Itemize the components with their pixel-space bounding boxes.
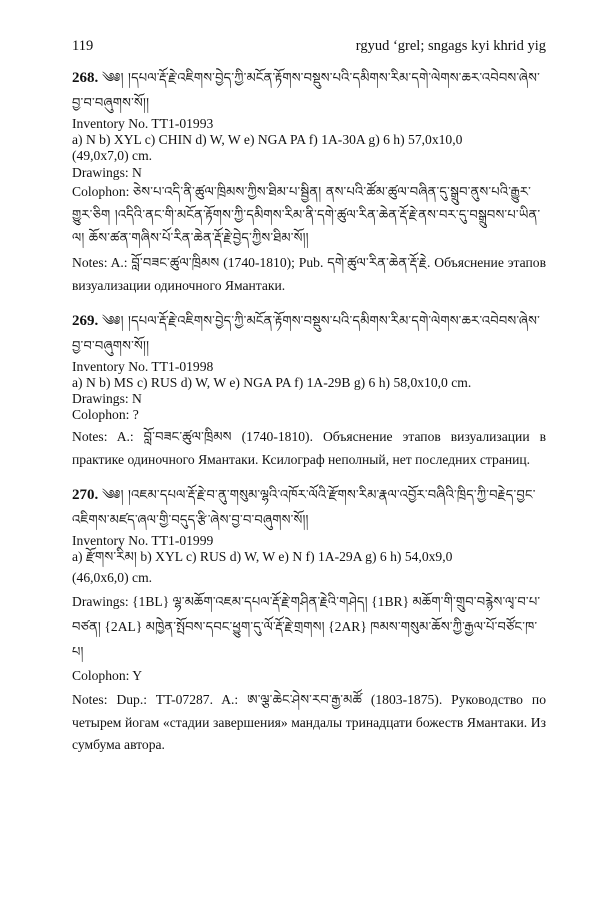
field-a-label: a) bbox=[72, 548, 86, 564]
drawing-tag-1br: {1BR} bbox=[371, 594, 410, 610]
notes-prefix: Notes: A.: bbox=[72, 254, 132, 270]
entry-number: 270. bbox=[72, 486, 99, 503]
colophon-line: Colophon: Y bbox=[72, 668, 143, 684]
page-number: 119 bbox=[72, 38, 94, 54]
notes-description: . Объяснение этапов визуализации одиночного Ямантаки. bbox=[72, 254, 546, 293]
entry-fields: a) N b) XYL c) CHIN d) W, W e) NGA PA f) 1A-30A g) 6 h) 57,0x10,0 bbox=[72, 132, 463, 148]
inventory-number: Inventory No. TT1-01998 bbox=[72, 358, 214, 374]
notes-dates: (1740-1810); Pub. bbox=[219, 254, 328, 270]
entry-title-tibetan: ༄༅། །དཔལ་རྡོ་རྗེ་འཇིགས་བྱེད་ཀྱི་མངོན་རྟོགས་བསྡུས་པའི་དམིགས་རིམ་དགེ་ལེགས་ཆར་འབེབས་ཞེས་བྱ་བ་བཞུགས་སོ།། bbox=[72, 313, 541, 354]
colophon-line bbox=[72, 181, 546, 250]
notes-description: (1803-1875). Руководство по четырем йогам «стадии завершения» мандалы тринадцати божеств Ямантаки. Из сумбума автора. bbox=[72, 692, 546, 753]
entry-fields: a) N b) MS c) RUS d) W, W e) NGA PA f) 1A-29B g) 6 h) 58,0x10,0 cm. bbox=[72, 375, 472, 391]
entry-number: 268. bbox=[72, 70, 99, 86]
entry-title bbox=[72, 483, 546, 533]
entry-fields-continued: (46,0x6,0) cm. bbox=[72, 570, 153, 586]
notes-line bbox=[72, 252, 546, 297]
drawing-caption-1br: མཆོག་གི་གྲུབ་བརྙེས་ལྭ་བ་པ་བཙན། bbox=[72, 595, 541, 636]
drawings-line: Drawings: N bbox=[72, 391, 142, 407]
drawing-tag-1bl: {1BL} bbox=[132, 594, 170, 610]
colophon-tibetan: ཅེས་པ་འདི་ནི་ཚུལ་ཁྲིམས་ཀྱིས་ཐིམ་པ་སྦྱིན། ནས་པའི་ཚོམ་ཚུལ་བཞིན་དུ་སྒྲུབ་ནུས་པའི་རྒྱུར་གྱུར་ཅིག །འདིའི་ནང་གི་མངོན་རྟོགས་ཀྱི་དམིགས་རིམ་ནི་དགེ་ཚུལ་རིན་ཆེན་རྡོ་རྗེ་ནས་བར་དུ་བསྒྲུབས་པ་ཡིན་ལ། ཆོས་ཚན་གཞིས་པོ་རིན་ཆེན་རྡོ་རྗེ་བྱེད་ཀྱིས་ཐིམ་སོ།། bbox=[72, 184, 541, 246]
drawing-tag-2ar: {2AR} bbox=[328, 619, 367, 635]
drawing-caption-1bl: ལྷ་མཆོག་འཇམ་དཔལ་རྡོ་རྗེ་གཤིན་རྗེའི་གཤེད། bbox=[172, 595, 368, 611]
field-a-tibetan: རྫོགས་རིམ། bbox=[85, 549, 138, 565]
colophon-label: Colophon: bbox=[72, 183, 133, 199]
running-title: rgyud ‘grel; sngags kyi khrid yig bbox=[355, 38, 546, 54]
running-header bbox=[72, 38, 546, 60]
notes-line bbox=[72, 426, 546, 471]
entry-fields bbox=[72, 549, 546, 566]
notes-prefix: Notes: Dup.: TT-07287. A.: bbox=[72, 692, 248, 708]
notes-author-tibetan: བློ་བཟང་ཚུལ་ཁྲིམས bbox=[131, 255, 220, 271]
notes-publisher-tibetan: དགེ་ཚུལ་རིན་ཆེན་རྡོ་རྗེ bbox=[327, 255, 428, 271]
fields-rest: b) XYL c) RUS d) W, W e) N f) 1A-29A g) 6 h) 54,0x9,0 bbox=[137, 548, 453, 564]
entry-fields-continued: (49,0x7,0) cm. bbox=[72, 148, 153, 164]
catalog-entry-270 bbox=[72, 483, 546, 756]
notes-author-tibetan: བློ་བཟང་ཚུལ་ཁྲིམས bbox=[143, 429, 232, 445]
drawing-tag-2al: {2AL} bbox=[104, 619, 143, 635]
entry-title-tibetan: ༄༅། །འཇམ་དཔལ་རྡོ་རྗེ་བ་ནུ་གསུམ་ལྷའི་འཁོར་ལོའི་རྫོགས་རིམ་རྣལ་འབྱོར་བཞིའི་ཁྲིད་ཀྱི་བརྗེད་བྱང་འཇིགས་མཛད་ཞལ་གྱི་བདུད་རྩི་ཞེས་བྱ་བ་བཞུགས་སོ།། bbox=[72, 487, 536, 528]
inventory-number: Inventory No. TT1-01999 bbox=[72, 532, 214, 548]
entry-number: 269. bbox=[72, 312, 99, 329]
entry-title bbox=[72, 309, 546, 359]
notes-author-tibetan: ཨ་ལྕ་ཆེང་ཤེས་རབ་རྒྱ་མཚོ bbox=[247, 693, 362, 709]
entry-title bbox=[72, 66, 546, 116]
drawing-caption-2ar: ཁམས་གསུམ་ཆོས་ཀྱི་རྒྱལ་པོ་བཙོང་ཁ་པ། bbox=[72, 620, 538, 661]
colophon-line: Colophon: ? bbox=[72, 407, 139, 423]
notes-description: (1740-1810). Объяснение этапов визуализации в практике одиночного Ямантаки. Ксилограф неполный, нет последних страниц. bbox=[72, 428, 546, 467]
drawings-label: Drawings: bbox=[72, 594, 133, 610]
drawings-line: Drawings: N bbox=[72, 164, 142, 180]
notes-line bbox=[72, 689, 546, 756]
inventory-number: Inventory No. TT1-01993 bbox=[72, 116, 214, 131]
catalog-entry-269 bbox=[72, 309, 546, 471]
drawing-caption-2al: མཁྱེན་སྤོབས་དབང་ཕྱུག་དུ་ལོ་རྡོ་རྗེ་གྲགས། bbox=[145, 620, 325, 636]
catalog-entry-268 bbox=[72, 66, 546, 297]
drawings-line bbox=[72, 590, 546, 665]
notes-prefix: Notes: A.: bbox=[72, 428, 144, 444]
entry-title-tibetan: ༄༅། །དཔལ་རྡོ་རྗེ་འཇིགས་བྱེད་ཀྱི་མངོན་རྟོགས་བསྡུས་པའི་དམིགས་རིམ་དགེ་ལེགས་ཆར་འབེབས་ཞེས་བྱ་བ་བཞུགས་སོ།། bbox=[72, 71, 541, 111]
